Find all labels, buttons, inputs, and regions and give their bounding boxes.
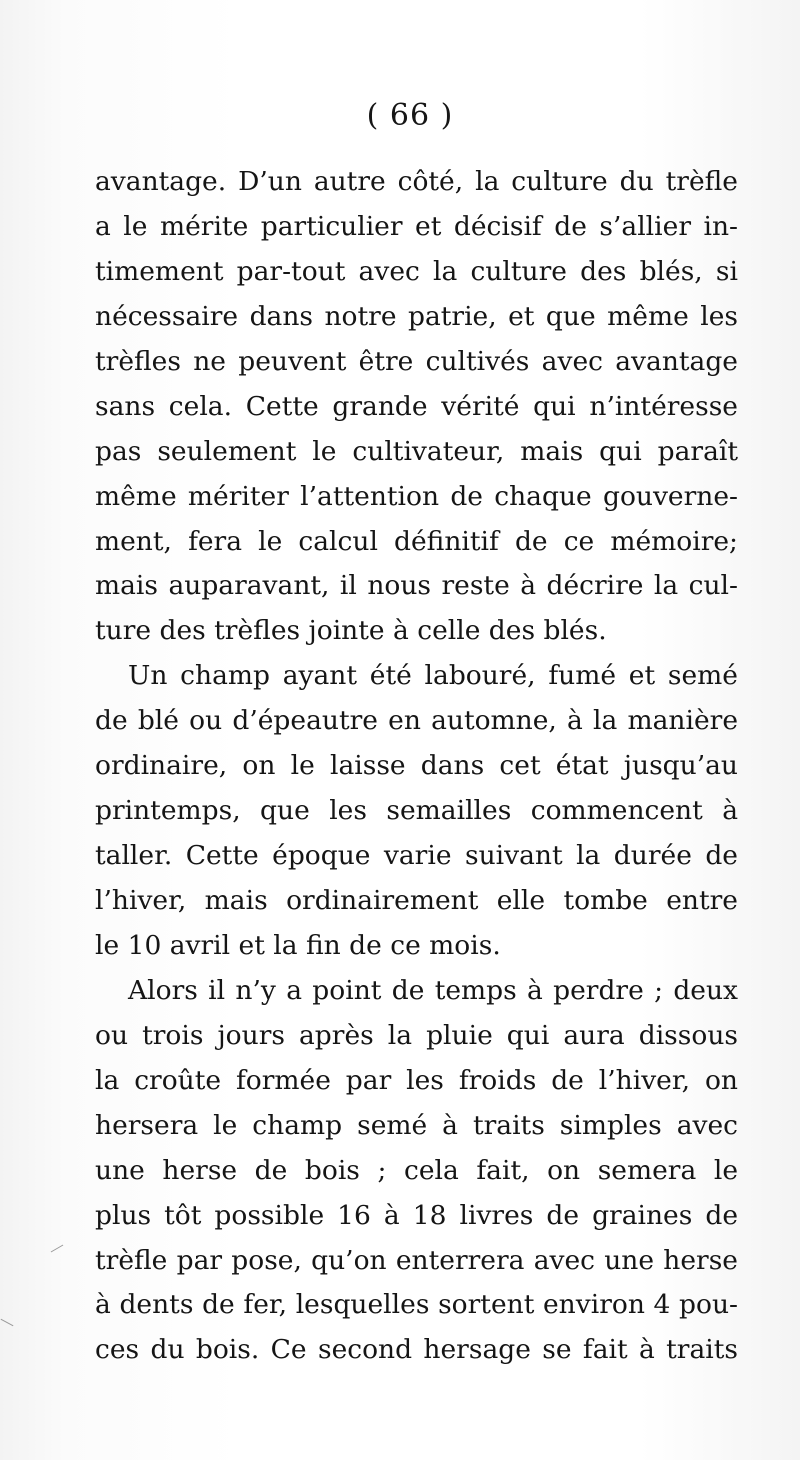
text-line: timement par-tout avec la culture des blés, si	[95, 255, 738, 287]
text-line: nécessaire dans notre patrie, et que même les	[95, 300, 738, 332]
text-line: Un champ ayant été labouré, fumé et semé	[128, 660, 738, 692]
text-line: taller. Cette époque varie suivant la durée de	[95, 840, 738, 872]
text-line: ordinaire, on le laisse dans cet état jusqu’au	[95, 750, 738, 782]
text-line: printemps, que les semailles commencent à	[95, 795, 738, 827]
text-line: de blé ou d’épeautre en automne, à la manière	[95, 705, 738, 737]
text-line: pas seulement le cultivateur, mais qui paraît	[95, 435, 738, 467]
text-line: ou trois jours après la pluie qui aura dissous	[95, 1019, 738, 1051]
text-line: sans cela. Cette grande vérité qui n’intéresse	[95, 390, 738, 422]
page-number: ( 66 )	[366, 98, 454, 133]
text-line: ture des trèfles jointe à celle des blés.	[95, 615, 607, 647]
text-line: mais auparavant, il nous reste à décrire la cul-	[95, 570, 738, 602]
text-line: même mériter l’attention de chaque gouverne-	[95, 480, 738, 512]
text-line: plus tôt possible 16 à 18 livres de graines de	[95, 1199, 738, 1231]
text-line: à dents de fer, lesquelles sortent environ 4 pou-	[95, 1289, 738, 1321]
margin-mark	[1, 1319, 14, 1326]
text-line: l’hiver, mais ordinairement elle tombe entre	[95, 885, 738, 916]
text-line: hersera le champ semé à traits simples avec	[95, 1109, 738, 1141]
text-line: Alors il n’y a point de temps à perdre ; deux	[128, 974, 738, 1006]
text-line: ment, fera le calcul définitif de ce mémoire;	[95, 525, 738, 557]
margin-mark	[51, 1245, 64, 1253]
text-line: ces du bois. Ce second hersage se fait à traits	[95, 1334, 738, 1366]
text-line: le 10 avril et la fin de ce mois.	[95, 929, 501, 961]
body-text	[95, 160, 738, 1373]
text-line: avantage. D’un autre côté, la culture du trèfle	[95, 166, 738, 197]
text-line: une herse de bois ; cela fait, on semera le	[95, 1154, 738, 1186]
text-line: la croûte formée par les froids de l’hiver, on	[95, 1064, 738, 1096]
text-line: trèfle par pose, qu’on enterrera avec une herse	[95, 1244, 738, 1276]
text-line: a le mérite particulier et décisif de s’allier in-	[95, 210, 738, 242]
text-line: trèfles ne peuvent être cultivés avec avantage	[95, 345, 738, 377]
